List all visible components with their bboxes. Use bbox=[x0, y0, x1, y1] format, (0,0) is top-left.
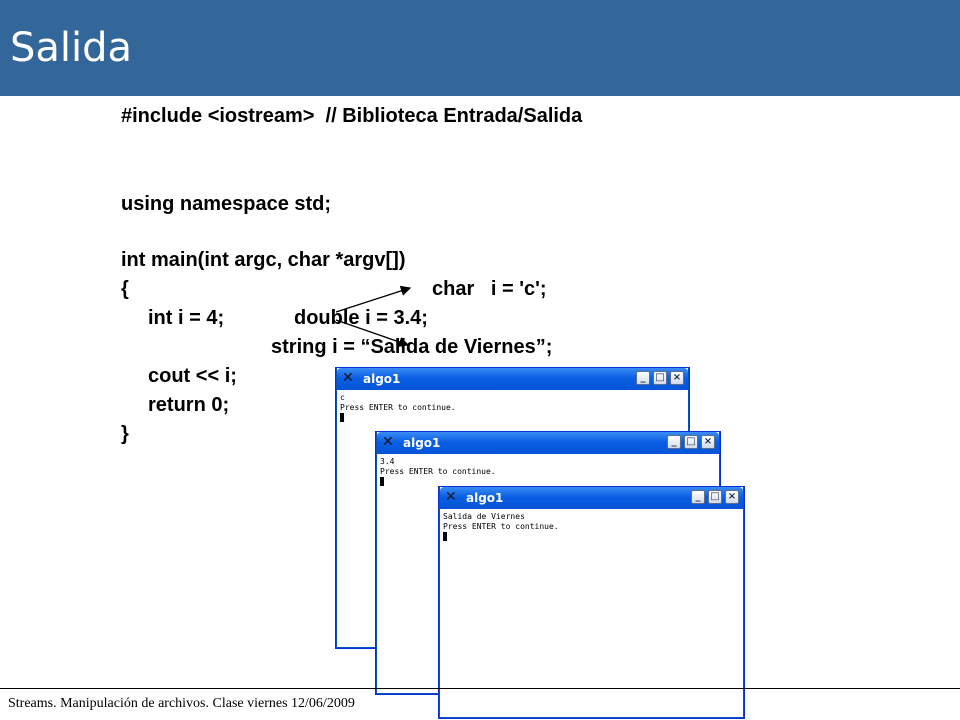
minimize-button[interactable]: _ bbox=[636, 371, 650, 385]
code-include-line: #include <iostream> // Biblioteca Entrada/Salida bbox=[121, 105, 583, 127]
program-output: 3.4 bbox=[380, 457, 395, 466]
terminal-output[interactable] bbox=[377, 454, 719, 490]
text-cursor bbox=[340, 413, 344, 422]
maximize-button[interactable]: □ bbox=[653, 371, 667, 385]
window-title: algo1 bbox=[403, 436, 441, 450]
slide-title: Salida bbox=[10, 25, 133, 71]
close-x-app-icon: ✕ bbox=[445, 489, 457, 505]
continue-prompt: Press ENTER to continue. bbox=[443, 522, 559, 531]
minimize-button[interactable]: _ bbox=[691, 490, 705, 504]
close-button[interactable]: × bbox=[670, 371, 684, 385]
code-string-line: string i = “Salida de Viernes”; bbox=[271, 336, 553, 358]
footer-caption: Streams. Manipulación de archivos. Clase viernes 12/06/2009 bbox=[8, 696, 355, 711]
maximize-button[interactable]: □ bbox=[708, 490, 722, 504]
footer-divider bbox=[0, 688, 960, 689]
code-char-line: char i = 'c'; bbox=[432, 278, 547, 300]
program-output: Salida de Viernes bbox=[443, 512, 525, 521]
window-title: algo1 bbox=[363, 372, 401, 386]
continue-prompt: Press ENTER to continue. bbox=[340, 403, 456, 412]
code-using-line: using namespace std; bbox=[121, 193, 332, 215]
window-title: algo1 bbox=[466, 491, 504, 505]
close-x-app-icon: ✕ bbox=[382, 434, 394, 450]
text-cursor bbox=[443, 532, 447, 541]
close-x-app-icon: ✕ bbox=[342, 370, 354, 386]
close-button[interactable]: × bbox=[725, 490, 739, 504]
code-brace-close: } bbox=[121, 423, 129, 445]
code-double-line: double i = 3.4; bbox=[294, 307, 428, 329]
arrow-to-char bbox=[336, 288, 410, 312]
window-titlebar[interactable] bbox=[440, 487, 743, 509]
code-int-line: int i = 4; bbox=[148, 307, 225, 329]
window-titlebar[interactable] bbox=[377, 432, 719, 454]
code-brace-open: { bbox=[121, 278, 129, 300]
code-main-line: int main(int argc, char *argv[]) bbox=[121, 249, 406, 271]
continue-prompt: Press ENTER to continue. bbox=[380, 467, 496, 476]
window-titlebar[interactable] bbox=[337, 368, 688, 390]
minimize-button[interactable]: _ bbox=[667, 435, 681, 449]
code-return-line: return 0; bbox=[148, 394, 230, 416]
code-cout-line: cout << i; bbox=[148, 365, 237, 387]
text-cursor bbox=[380, 477, 384, 486]
terminal-window-3[interactable] bbox=[439, 487, 744, 718]
arrow-to-string bbox=[336, 320, 408, 345]
terminal-output[interactable] bbox=[440, 509, 743, 545]
terminal-output[interactable] bbox=[337, 390, 688, 426]
program-output: c bbox=[340, 393, 345, 402]
close-button[interactable]: × bbox=[701, 435, 715, 449]
maximize-button[interactable]: □ bbox=[684, 435, 698, 449]
